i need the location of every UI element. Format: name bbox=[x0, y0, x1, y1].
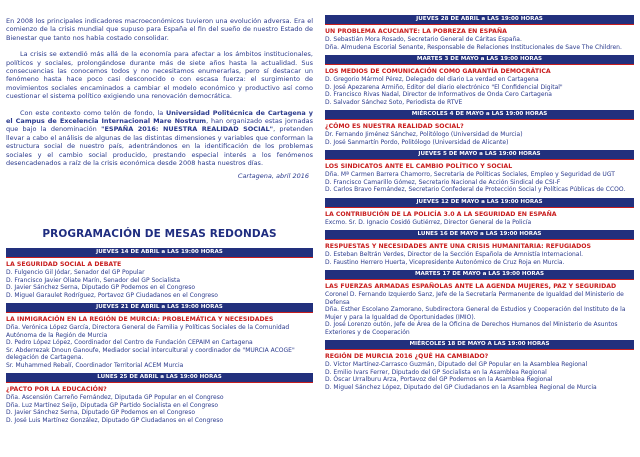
speaker-line: Dña. Luz Martínez Seijo, Diputada GP Partido Socialista en el Congreso bbox=[6, 401, 219, 409]
session-date-bar: MIÉRCOLES 4 DE MAYO a LAS 19:00 HORAS bbox=[325, 110, 634, 120]
speaker-line: D. Esteban Beltrán Verdes, Director de la Sección Española de Amnistía Internacional. bbox=[325, 251, 584, 258]
organizer-name: Universidad Politécnica de Cartagena y el Campus de Excelencia Internacional Mare Nostrum bbox=[6, 108, 313, 126]
intro-paragraph-3 bbox=[6, 109, 313, 168]
session-block bbox=[325, 150, 634, 194]
program-title: PROGRAMACIÓN DE MESAS REDONDAS bbox=[42, 228, 277, 240]
speaker-line: D. Salvador Sánchez Soto, Periodista de RTVE bbox=[325, 98, 463, 106]
speaker-line: D. José Apezarena Armiño, Editor del diario electrónico "El Confidencial Digital" bbox=[325, 83, 563, 91]
session-block bbox=[325, 55, 634, 106]
session-topic: ¿PACTO POR LA EDUCACIÓN? bbox=[6, 386, 107, 393]
session-topic: LOS MEDIOS DE COMUNICACIÓN COMO GARANTÍA DEMOCRÁTICA bbox=[325, 68, 551, 75]
session-block bbox=[6, 303, 313, 369]
intro-text bbox=[6, 17, 313, 180]
session-date-bar: JUEVES 14 DE ABRIL a LAS 19:00 HORAS bbox=[6, 248, 313, 258]
speaker-line: D. Francisco Rivas Nadal, Director de Informativos de Onda Cero Cartagena bbox=[325, 91, 552, 98]
session-block bbox=[325, 270, 634, 336]
session-block bbox=[6, 373, 313, 424]
session-topic: UN PROBLEMA ACUCIANTE: LA POBREZA EN ESPAÑA bbox=[325, 28, 507, 35]
session-block bbox=[325, 198, 634, 227]
speaker-line: D. Miguel Sánchez López, Diputado del GP Ciudadanos en la Asamblea Regional de Murcia bbox=[325, 383, 597, 391]
speaker-line: Dña. Almudena Escorial Senante, Responsable de Relaciones Institucionales de Save The Children. bbox=[325, 43, 622, 51]
speaker-line: Sr. Abderrezak Dnoun Ganoufe, Mediador social intercultural y coordinador de "MURCIA ACOGE" delegación de Cartagena. bbox=[6, 346, 295, 361]
session-date-bar: JUEVES 21 DE ABRIL a LAS 19:00 HORAS bbox=[6, 303, 313, 313]
session-date-bar: LUNES 16 DE MAYO a LAS 19:00 HORAS bbox=[325, 230, 634, 240]
session-topic: LA SEGURIDAD SOCIAL A DEBATE bbox=[6, 261, 122, 268]
speaker-line: D. Sebastián Mora Rosado, Secretario General de Cáritas España. bbox=[325, 36, 522, 43]
session-topic: LAS FUERZAS ARMADAS ESPAÑOLAS ANTE LA AGENDA MUJERES, PAZ Y SEGURIDAD bbox=[325, 283, 617, 290]
session-topic: RESPUESTAS Y NECESIDADES ANTE UNA CRISIS HUMANITARIA: REFUGIADOS bbox=[325, 243, 592, 250]
intro-paragraph-1: En 2008 los principales indicadores macroeconómicos tuvieron una evolución adversa. Era el comienzo de la crisis mundial que supuso para España el fin del sueño de nuestro Estado de Bienestar que tanto nos había costado consolidar. bbox=[6, 17, 313, 42]
session-date-bar: JUEVES 5 DE MAYO a LAS 19:00 HORAS bbox=[325, 150, 634, 160]
session-block bbox=[6, 248, 313, 299]
session-date-bar: MIÉRCOLES 18 DE MAYO A LAS 19:00 HORAS bbox=[325, 340, 634, 350]
speaker-line: Sr. Muhammed Rebalí, Coordinador Territorial ACEM Murcia bbox=[6, 361, 184, 369]
intro-p3-e: , pretenden llevar a cabo el análisis de algunas de las distintas dimensiones y variables que conforman la estructura social de nuestro país, adentrándonos en la identificación de los problemas sociales y el cambio social producido, prestando especial interés a los fenómenos desencadenados a raíz de la crisis económica desde 2008 hasta nuestros días. bbox=[6, 125, 313, 168]
session-date-bar: JUEVES 28 DE ABRIL a LAS 19:00 HORAS bbox=[325, 15, 634, 25]
session-date-bar: MARTES 17 DE MAYO a LAS 19:00 HORAS bbox=[325, 270, 634, 280]
session-block bbox=[325, 230, 634, 266]
speaker-line: D. José Luis Martínez González, Diputado GP Ciudadanos en el Congreso bbox=[6, 416, 224, 424]
right-sessions bbox=[325, 15, 634, 395]
speaker-line: Coronel D. Fernando Izquierdo Sanz, Jefe de la Secretaría Permanente de Igualdad del Ministerio de Defensa bbox=[325, 291, 624, 306]
session-topic: LOS SINDICATOS ANTE EL CAMBIO POLÍTICO Y SOCIAL bbox=[325, 163, 513, 170]
speaker-line: D. Emilio Ivars Ferrer, Diputado del GP Socialista en la Asamblea Regional bbox=[325, 368, 547, 376]
session-date-bar: LUNES 25 DE ABRIL a LAS 19:00 HORAS bbox=[6, 373, 313, 383]
intro-p3-c: , han organizado estas jornadas que bajo la denominación bbox=[6, 117, 313, 134]
speaker-line: Dña. Mª Carmen Barrera Chamorro, Secretaria de Políticas Sociales, Empleo y Seguridad de UGT bbox=[325, 171, 615, 178]
session-block bbox=[325, 15, 634, 51]
speaker-line: D. Víctor Martínez-Carrasco Guzmán, Diputado del GP Popular en la Asamblea Regional bbox=[325, 361, 588, 368]
session-topic: LA CONTRIBUCIÓN DE LA POLICÍA 3.0 A LA SEGURIDAD EN ESPAÑA bbox=[325, 210, 557, 218]
event-name: "ESPAÑA 2016: NUESTRA REALIDAD SOCIAL" bbox=[101, 125, 274, 134]
speaker-line: Dña. Verónica López García, Directora General de Familia y Políticas Sociales de la Comunidad Autónoma de la Región de Murcia bbox=[6, 324, 290, 339]
session-topic: REGIÓN DE MURCIA 2016 ¿QUÉ HA CAMBIADO? bbox=[325, 353, 489, 360]
session-block bbox=[325, 340, 634, 391]
speaker-line: D. Gregorio Mármol Pérez, Delegado del diario La verdad en Cartagena bbox=[325, 76, 539, 83]
session-topic: ¿CÓMO ES NUESTRA REALIDAD SOCIAL? bbox=[325, 123, 464, 130]
speaker-line: Dña. Ascensión Carreño Fernández, Diputada GP Popular en el Congreso bbox=[6, 394, 224, 401]
session-block bbox=[325, 110, 634, 146]
speaker-line: D. Pedro López López, Coordinador del Centro de Fundación CEPAIM en Cartagena bbox=[6, 339, 253, 346]
speaker-line: Dña. Esther Escolano Zamorano, Subdirectora General de Estudios y Cooperación del Instituto de la Mujer y para la Igualdad de Oportunidades (IMIO). bbox=[325, 306, 626, 321]
intro-paragraph-2: La crisis se extendió más allá de la economía para afectar a los ámbitos institucionales, políticos y sociales, prolongándose durante más de siete años hasta la actualidad. Sus consecuencias las conocemos todos y no necesitamos enumerarlas, pero sí destacar un fenómeno hasta hace poco casi desconocido o con escasa fuerza: el surgimiento de movimientos sociales encaminados a cambiar el modelo económico y productivo así como cuestionar el sistema político exigiendo una renovación democrática. bbox=[6, 50, 313, 101]
speaker-line: D. Faustino Herrero Huerta, Vicepresidente Autonómico de Cruz Roja en Murcia. bbox=[325, 258, 565, 266]
signature: Cartagena, abril 2016 bbox=[237, 171, 309, 180]
session-date-bar: JUEVES 12 DE MAYO a LAS 19:00 HORAS bbox=[325, 198, 634, 208]
session-date-bar: MARTES 3 DE MAYO a LAS 19:00 HORAS bbox=[325, 55, 634, 65]
speaker-line: D. José Lorenzo outón, Jefe de Área de la Oficina de Derechos Humanos del Ministerio de Asuntos Exteriores y de Cooperación bbox=[325, 321, 618, 336]
speaker-line: D. Fulgencio Gil Jódar, Senador del GP Popular bbox=[6, 269, 145, 276]
speaker-line: D. Francisco Javier Oliate Marín, Senador del GP Socialista bbox=[6, 276, 181, 284]
intro-p3-a: Con este contexto como telón de fondo, la bbox=[20, 108, 166, 117]
speaker-line: D. Miguel Garaulet Rodríguez, Portavoz GP Ciudadanos en el Congreso bbox=[6, 291, 218, 299]
speaker-line: D. Francisco Camarillo Gómez, Secretario Nacional de Acción Sindical de CSI-F bbox=[325, 178, 561, 186]
left-sessions bbox=[6, 248, 313, 428]
session-topic: LA INMIGRACIÓN EN LA REGIÓN DE MURCIA: PROBLEMÁTICA Y NECESIDADES bbox=[6, 316, 274, 323]
speaker-line: Dr. Fernando Jiménez Sánchez, Politólogo (Universidad de Murcia) bbox=[325, 131, 523, 138]
speaker-line: D. Óscar Urralburu Arza, Portavoz del GP Podemos en la Asamblea Regional bbox=[325, 376, 553, 383]
speaker-line: D. Javier Sánchez Serna, Diputado GP Podemos en el Congreso bbox=[6, 409, 196, 416]
speaker-line: D. Javier Sánchez Serna, Diputado GP Podemos en el Congreso bbox=[6, 284, 196, 291]
speaker-line: D. Carlos Bravo Fernández, Secretario Confederal de Protección Social y Políticas Públicas de CCOO. bbox=[325, 186, 626, 193]
speaker-line: Excmo. Sr. D. Ignacio Cosidó Gutiérrez, Director General de la Policía bbox=[325, 218, 532, 226]
speaker-line: D. José Sanmartín Pordo, Politólogo (Universidad de Alicante) bbox=[325, 138, 509, 146]
